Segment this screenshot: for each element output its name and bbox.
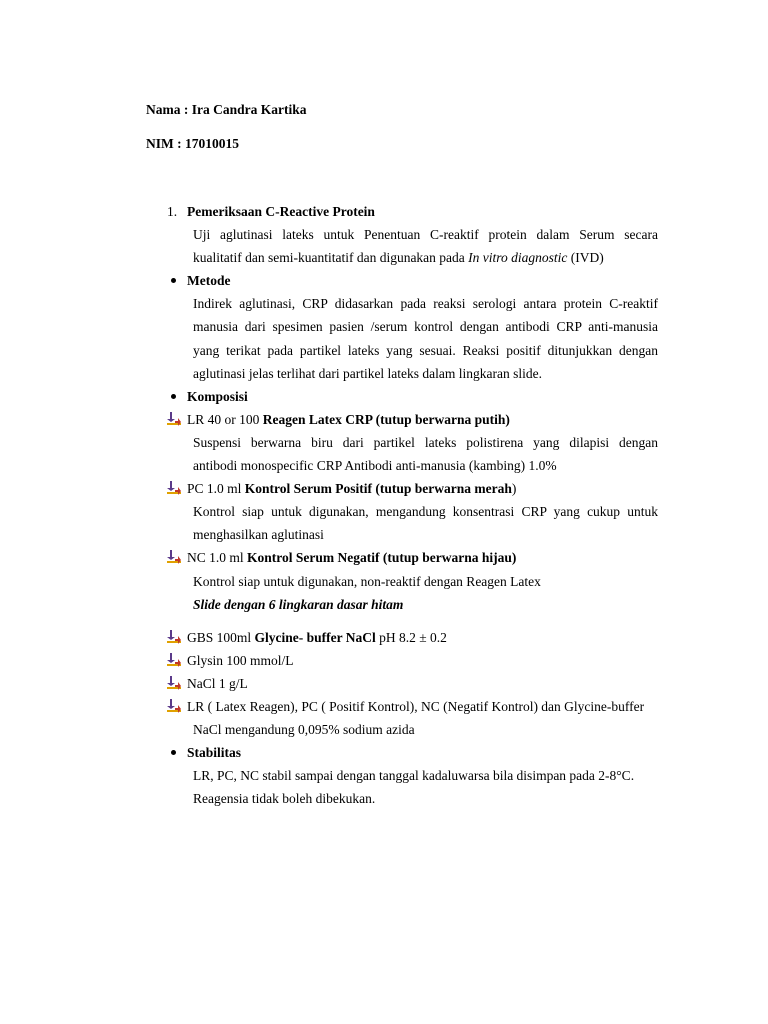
item-prefix: LR 40 or 100 (187, 411, 263, 427)
section-desc-line (193, 246, 604, 269)
paragraph-line (0, 500, 768, 523)
section-desc-line: Uji aglutinasi lateks untuk Penentuan C-reaktif protein dalam Serum secara (193, 227, 658, 243)
slide-note-text: Slide dengan 6 lingkaran dasar hitam (193, 596, 404, 612)
lr-item (187, 408, 510, 431)
nacl-item: NaCl 1 g/L (187, 675, 248, 691)
document-body (0, 200, 768, 810)
desc-text: (IVD) (567, 250, 604, 266)
paragraph-line (0, 787, 768, 810)
azida-desc: NaCl mengandung 0,095% sodium azida (193, 721, 415, 737)
stabilitas-title: Stabilitas (187, 745, 242, 761)
paragraph-line (0, 570, 768, 593)
glysin-item: Glysin 100 mmol/L (187, 652, 294, 668)
item-prefix: NC 1.0 ml (187, 550, 248, 566)
arrow-bullet-icon (167, 676, 181, 690)
arrow-bullet-icon (167, 481, 181, 495)
paragraph-line (0, 764, 768, 787)
arrow-item (0, 477, 768, 500)
nc-desc: Kontrol siap untuk digunakan, non-reaktif dengan Reagen Latex (193, 573, 541, 589)
arrow-item (0, 672, 768, 695)
section-heading (0, 200, 768, 223)
pc-item (187, 477, 516, 500)
paragraph-line (0, 246, 768, 269)
section-title: Pemeriksaan C-Reactive Protein (187, 204, 375, 219)
paragraph-line (0, 718, 768, 741)
metode-line: aglutinasi jelas terlihat dari partikel lateks dalam lingkaran slide. (193, 365, 543, 381)
metode-line: manusia dari spesimen pasien /serum kontrol dengan antibodi CRP anti-manusia (193, 319, 658, 335)
azida-item: LR ( Latex Reagen), PC ( Positif Kontrol), NC (Negatif Kontrol) dan Glycine-buffer (187, 698, 645, 714)
bullet-icon (171, 394, 176, 399)
arrow-item (0, 626, 768, 649)
arrow-bullet-icon (167, 630, 181, 644)
item-bold: Kontrol Serum Positif (tutup berwarna merah (244, 481, 512, 497)
lr-desc: Suspensi berwarna biru dari partikel lateks polistirena yang dilapisi dengan (193, 434, 658, 450)
arrow-item (0, 546, 768, 569)
stabilitas-line: Reagensia tidak boleh dibekukan. (193, 791, 376, 807)
paragraph-line (0, 362, 768, 385)
stabilitas-line: LR, PC, NC stabil sampai dengan tanggal kadaluwarsa bila disimpan pada 2-8°C. (193, 768, 635, 784)
item-bold: Reagen Latex CRP (tutup berwarna putih) (262, 411, 510, 427)
paragraph-line (0, 454, 768, 477)
arrow-item (0, 649, 768, 672)
arrow-item (0, 695, 768, 718)
metode-line: yang terikat pada partikel lateks yang sesuai. Reaksi positif ditunjukkan dengan (193, 342, 658, 358)
bullet-heading (0, 741, 768, 764)
item-bold: Glycine- buffer NaCl (254, 629, 376, 645)
metode-title: Metode (187, 273, 231, 289)
arrow-bullet-icon (167, 550, 181, 564)
metode-line: Indirek aglutinasi, CRP didasarkan pada reaksi serologi antara protein C-reaktif (193, 296, 658, 312)
bullet-icon (171, 278, 176, 283)
paragraph-line (0, 523, 768, 546)
paragraph-line (0, 292, 768, 315)
paragraph-line (0, 339, 768, 362)
desc-text: kualitatif dan semi-kuantitatif dan digunakan pada (193, 250, 469, 266)
section-number: 1. (167, 204, 178, 219)
student-nim: NIM : 17010015 (146, 136, 239, 151)
arrow-bullet-icon (167, 699, 181, 713)
komposisi-title: Komposisi (187, 388, 248, 404)
nc-item (187, 546, 516, 569)
lr-desc: antibodi monospecific CRP Antibodi anti-manusia (kambing) 1.0% (193, 458, 557, 474)
item-suffix: ) (511, 481, 517, 497)
paragraph-line (0, 315, 768, 338)
arrow-item (0, 408, 768, 431)
pc-desc: menghasilkan aglutinasi (193, 527, 324, 543)
arrow-bullet-icon (167, 412, 181, 426)
bullet-heading (0, 269, 768, 292)
arrow-bullet-icon (167, 653, 181, 667)
gbs-item (187, 626, 447, 649)
paragraph-line (0, 431, 768, 454)
item-suffix: pH 8.2 ± 0.2 (375, 629, 447, 645)
bullet-heading (0, 385, 768, 408)
bullet-icon (171, 750, 176, 755)
paragraph-line (0, 593, 768, 626)
slide-note (193, 593, 403, 616)
italic-term: In vitro diagnostic (468, 250, 568, 266)
pc-desc: Kontrol siap untuk digunakan, mengandung konsentrasi CRP yang cukup untuk (193, 504, 658, 520)
student-name: Nama : Ira Candra Kartika (146, 102, 307, 117)
paragraph-line (0, 223, 768, 246)
item-prefix: GBS 100ml (187, 629, 255, 645)
item-prefix: PC 1.0 ml (187, 481, 245, 497)
item-bold: Kontrol Serum Negatif (tutup berwarna hijau) (247, 550, 517, 566)
